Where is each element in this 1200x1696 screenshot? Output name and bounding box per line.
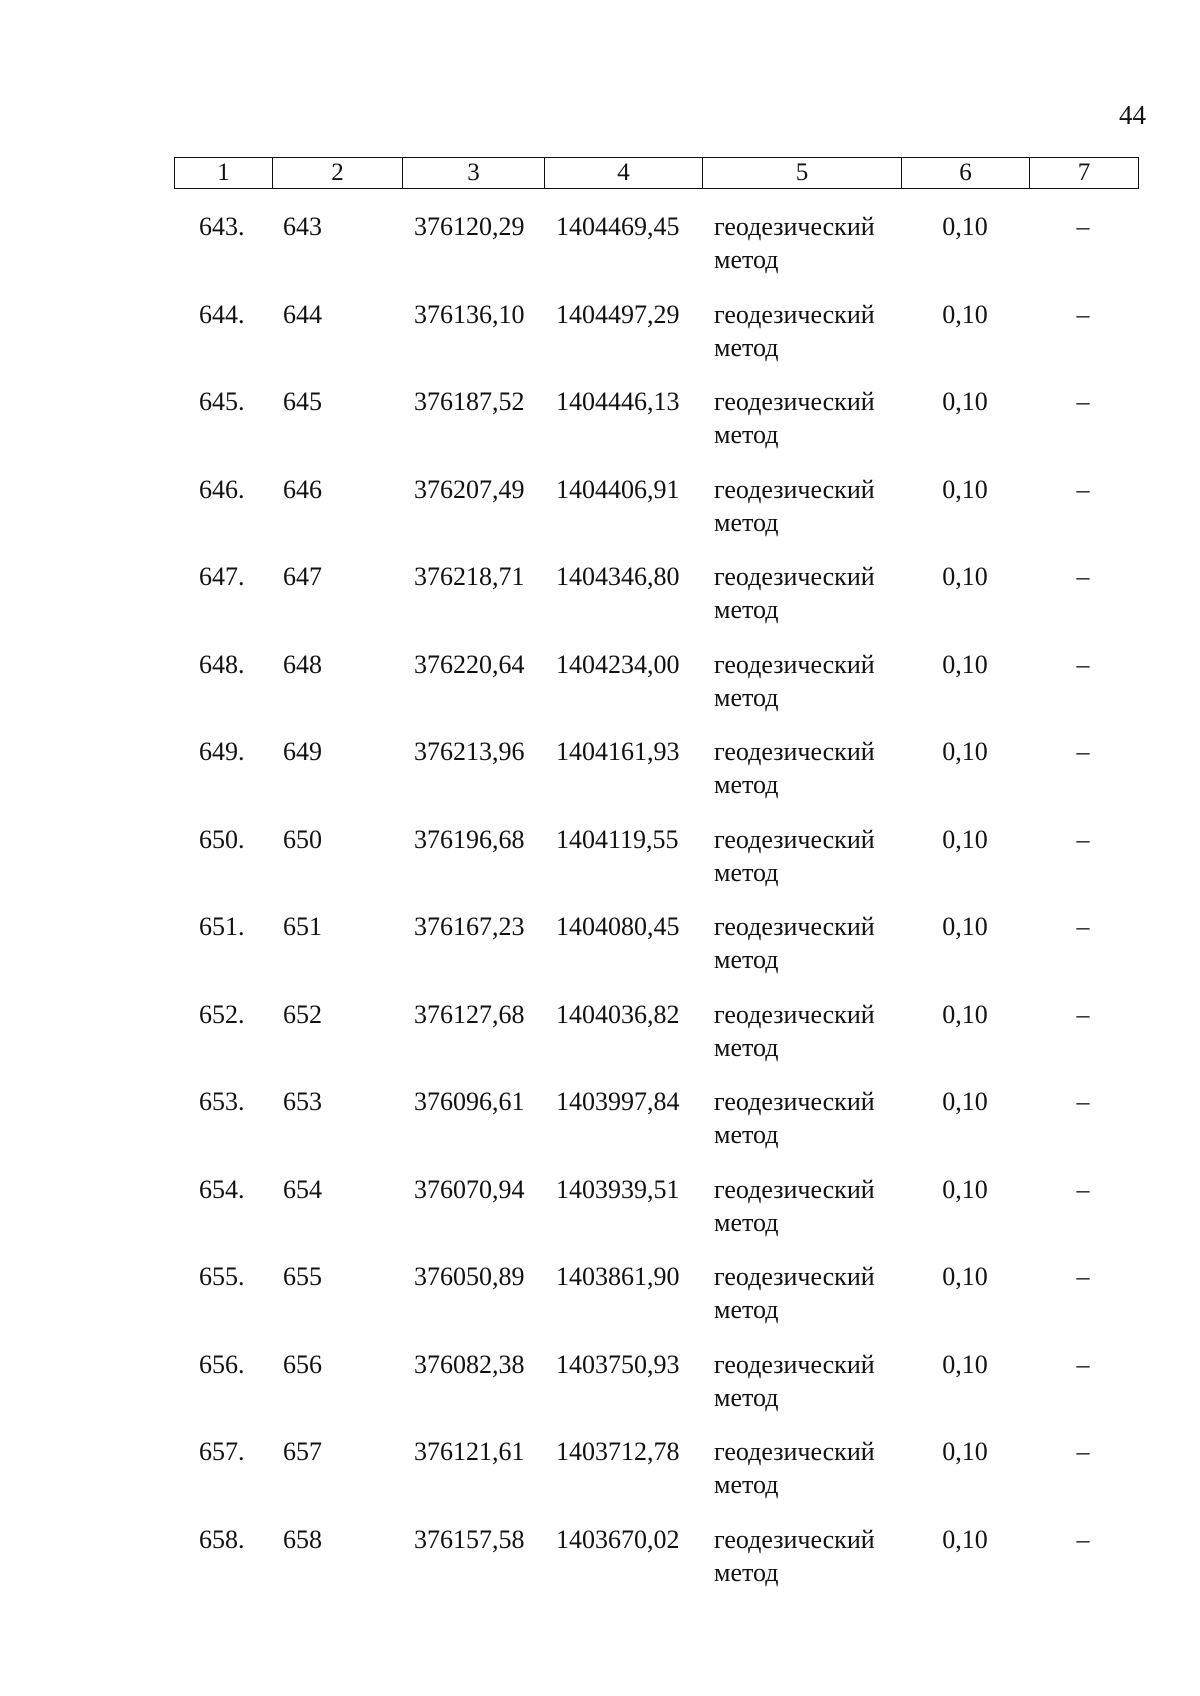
point-id: 645 bbox=[283, 387, 322, 416]
point-id: 655 bbox=[283, 1262, 322, 1291]
note-dash: – bbox=[1076, 912, 1090, 941]
accuracy-value: 0,10 bbox=[942, 212, 988, 241]
coordinate-x: 376196,68 bbox=[414, 824, 525, 854]
row-number: 648. bbox=[199, 649, 245, 679]
coordinate-x: 376070,94 bbox=[414, 1174, 525, 1204]
coordinate-x: 376157,58 bbox=[414, 1524, 525, 1554]
determination-method: геодезический метод bbox=[714, 1174, 875, 1237]
row-number: 653. bbox=[199, 1087, 245, 1116]
coordinate-y: 1404469,45 bbox=[556, 212, 680, 241]
point-id: 643 bbox=[283, 212, 322, 241]
note-dash: – bbox=[1076, 649, 1090, 679]
row-number: 645. bbox=[199, 387, 245, 416]
determination-method: геодезический метод bbox=[714, 1262, 875, 1324]
note-dash: – bbox=[1076, 387, 1090, 416]
accuracy-value: 0,10 bbox=[942, 1087, 988, 1116]
table-row bbox=[174, 385, 1139, 473]
accuracy-value: 0,10 bbox=[942, 999, 988, 1029]
coordinate-x: 376218,71 bbox=[414, 562, 525, 591]
point-id: 646 bbox=[283, 474, 322, 504]
accuracy-value: 0,10 bbox=[942, 1437, 988, 1466]
note-dash: – bbox=[1076, 1349, 1090, 1379]
coordinate-y: 1404119,55 bbox=[556, 824, 679, 854]
column-header-2: 2 bbox=[273, 158, 403, 188]
point-id: 651 bbox=[283, 912, 322, 941]
coordinate-x: 376082,38 bbox=[414, 1349, 525, 1379]
table-row bbox=[174, 998, 1139, 1086]
determination-method: геодезический метод bbox=[714, 212, 875, 274]
table-body bbox=[174, 210, 1139, 1610]
row-number: 655. bbox=[199, 1262, 245, 1291]
coordinate-x: 376136,10 bbox=[414, 299, 525, 329]
row-number: 649. bbox=[199, 737, 245, 766]
note-dash: – bbox=[1076, 212, 1090, 241]
accuracy-value: 0,10 bbox=[942, 737, 988, 766]
coordinate-y: 1404036,82 bbox=[556, 999, 680, 1029]
note-dash: – bbox=[1076, 474, 1090, 504]
note-dash: – bbox=[1076, 824, 1090, 854]
coordinate-x: 376127,68 bbox=[414, 999, 525, 1029]
point-id: 647 bbox=[283, 562, 322, 591]
note-dash: – bbox=[1076, 737, 1090, 766]
coordinate-y: 1404234,00 bbox=[556, 649, 680, 679]
row-number: 646. bbox=[199, 474, 245, 504]
point-id: 650 bbox=[283, 824, 322, 854]
table-row bbox=[174, 910, 1139, 998]
row-number: 652. bbox=[199, 999, 245, 1029]
determination-method: геодезический метод bbox=[714, 299, 875, 362]
row-number: 658. bbox=[199, 1524, 245, 1554]
coordinate-y: 1404497,29 bbox=[556, 299, 680, 329]
determination-method: геодезический метод bbox=[714, 1087, 875, 1149]
table-row bbox=[174, 1348, 1139, 1436]
table-row bbox=[174, 648, 1139, 736]
row-number: 650. bbox=[199, 824, 245, 854]
note-dash: – bbox=[1076, 1524, 1090, 1554]
coordinate-y: 1404080,45 bbox=[556, 912, 680, 941]
accuracy-value: 0,10 bbox=[942, 1524, 988, 1554]
coordinate-y: 1404346,80 bbox=[556, 562, 680, 591]
point-id: 644 bbox=[283, 299, 322, 329]
determination-method: геодезический метод bbox=[714, 737, 875, 799]
column-header-7: 7 bbox=[1077, 159, 1091, 186]
row-number: 656. bbox=[199, 1349, 245, 1379]
accuracy-value: 0,10 bbox=[942, 474, 988, 504]
coordinate-y: 1403670,02 bbox=[556, 1524, 680, 1554]
note-dash: – bbox=[1076, 562, 1090, 591]
note-dash: – bbox=[1076, 299, 1090, 329]
coordinate-y: 1403712,78 bbox=[556, 1437, 680, 1466]
accuracy-value: 0,10 bbox=[942, 387, 988, 416]
table-row bbox=[174, 1260, 1139, 1348]
note-dash: – bbox=[1076, 1174, 1090, 1204]
table-row bbox=[174, 210, 1139, 298]
table-row bbox=[174, 1085, 1139, 1173]
table-row bbox=[174, 1523, 1139, 1611]
determination-method: геодезический метод bbox=[714, 824, 875, 887]
column-header-1: 1 bbox=[175, 158, 273, 188]
point-id: 654 bbox=[283, 1174, 322, 1204]
table-row bbox=[174, 1173, 1139, 1261]
table-row bbox=[174, 1435, 1139, 1523]
coordinate-x: 376213,96 bbox=[414, 737, 525, 766]
coordinate-y: 1404446,13 bbox=[556, 387, 680, 416]
note-dash: – bbox=[1076, 999, 1090, 1029]
accuracy-value: 0,10 bbox=[942, 562, 988, 591]
coordinate-y: 1404161,93 bbox=[556, 737, 680, 766]
row-number: 643. bbox=[199, 212, 245, 241]
accuracy-value: 0,10 bbox=[942, 912, 988, 941]
table-row bbox=[174, 735, 1139, 823]
coordinate-y: 1403997,84 bbox=[556, 1087, 680, 1116]
point-id: 648 bbox=[283, 649, 322, 679]
coordinate-x: 376207,49 bbox=[414, 474, 525, 504]
coordinate-x: 376096,61 bbox=[414, 1087, 525, 1116]
row-number: 657. bbox=[199, 1437, 245, 1466]
column-header-3: 3 bbox=[403, 158, 545, 188]
point-id: 656 bbox=[283, 1349, 322, 1379]
table-row bbox=[174, 473, 1139, 561]
coordinate-x: 376121,61 bbox=[414, 1437, 525, 1466]
determination-method: геодезический метод bbox=[714, 1349, 875, 1412]
point-id: 653 bbox=[283, 1087, 322, 1116]
accuracy-value: 0,10 bbox=[942, 1174, 988, 1204]
page-number: 44 bbox=[1119, 100, 1146, 130]
point-id: 657 bbox=[283, 1437, 322, 1466]
table-row bbox=[174, 298, 1139, 386]
accuracy-value: 0,10 bbox=[942, 1262, 988, 1291]
coordinate-x: 376187,52 bbox=[414, 387, 525, 416]
note-dash: – bbox=[1076, 1437, 1090, 1466]
note-dash: – bbox=[1076, 1262, 1090, 1291]
accuracy-value: 0,10 bbox=[942, 649, 988, 679]
accuracy-value: 0,10 bbox=[942, 1349, 988, 1379]
column-header-5: 5 bbox=[703, 158, 902, 188]
column-header-4: 4 bbox=[545, 158, 703, 188]
determination-method: геодезический метод bbox=[714, 562, 875, 624]
determination-method: геодезический метод bbox=[714, 1524, 875, 1587]
coordinate-y: 1403861,90 bbox=[556, 1262, 680, 1291]
row-number: 654. bbox=[199, 1174, 245, 1204]
determination-method: геодезический метод bbox=[714, 649, 875, 712]
coordinate-y: 1403750,93 bbox=[556, 1349, 680, 1379]
row-number: 647. bbox=[199, 562, 245, 591]
note-dash: – bbox=[1076, 1087, 1090, 1116]
coordinate-x: 376220,64 bbox=[414, 649, 525, 679]
row-number: 651. bbox=[199, 912, 245, 941]
row-number: 644. bbox=[199, 299, 245, 329]
determination-method: геодезический метод bbox=[714, 474, 875, 537]
point-id: 649 bbox=[283, 737, 322, 766]
coordinate-x: 376167,23 bbox=[414, 912, 525, 941]
coordinate-y: 1404406,91 bbox=[556, 474, 680, 504]
coordinate-x: 376050,89 bbox=[414, 1262, 525, 1291]
determination-method: геодезический метод bbox=[714, 1437, 875, 1499]
accuracy-value: 0,10 bbox=[942, 824, 988, 854]
table-column-header bbox=[174, 157, 1139, 189]
determination-method: геодезический метод bbox=[714, 912, 875, 974]
determination-method: геодезический метод bbox=[714, 999, 875, 1062]
column-header-6: 6 bbox=[902, 158, 1030, 188]
table-row bbox=[174, 823, 1139, 911]
point-id: 658 bbox=[283, 1524, 322, 1554]
table-row bbox=[174, 560, 1139, 648]
coordinate-y: 1403939,51 bbox=[556, 1174, 680, 1204]
determination-method: геодезический метод bbox=[714, 387, 875, 449]
point-id: 652 bbox=[283, 999, 322, 1029]
accuracy-value: 0,10 bbox=[942, 299, 988, 329]
coordinate-x: 376120,29 bbox=[414, 212, 525, 241]
